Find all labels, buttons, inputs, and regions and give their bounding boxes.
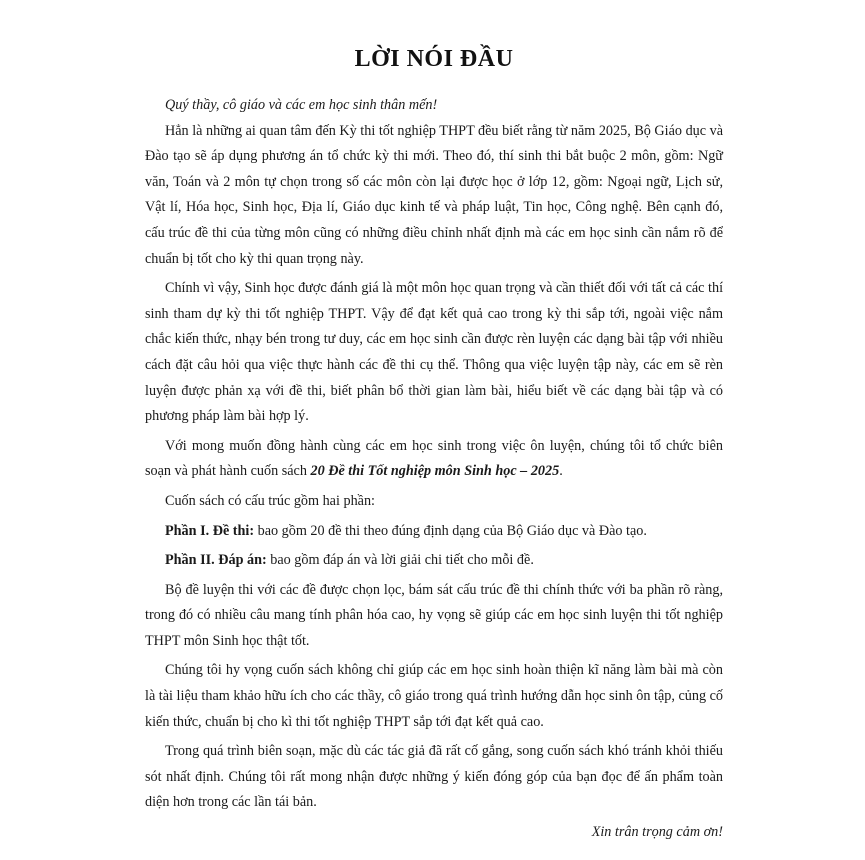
- part-1-label: Phần I. Đề thi:: [165, 522, 255, 539]
- paragraph-3-lead: Với mong muốn đồng hành cùng các em học sinh trong việc ôn luyện, chúng tôi tổ chức biên soạn và phát hành cuốn sách: [145, 437, 723, 480]
- greeting: Quý thầy, cô giáo và các em học sinh thân mến!: [165, 97, 438, 113]
- preface-page: [145, 40, 723, 846]
- paragraph-7: Trong quá trình biên soạn, mặc dù các tác giả đã rất cố gắng, song cuốn sách khó tránh khỏi thiếu sót nhất định. Chúng tôi rất mong nhận được những ý kiến đóng góp của bạn đọc để ấn phẩm toàn diện hơn trong các lần tái bản.: [145, 743, 723, 811]
- paragraph-4: Cuốn sách có cấu trúc gồm hai phần:: [165, 492, 375, 509]
- paragraph-2: Chính vì vậy, Sinh học được đánh giá là một môn học quan trọng và cần thiết đối với tất cả các thí sinh tham dự kỳ thi tốt nghiệp THPT. Vậy để đạt kết quả cao trong kỳ thi sắp tới, ngoài việc nắm chắc kiến thức, nhạy bén trong tư duy, các em học sinh cần được rèn luyện các dạng bài tập với nhiều cách đặt câu hỏi qua việc thực hành các đề thi cụ thể. Thông qua việc luyện tập này, các em sẽ rèn luyện được phản xạ với đề thi, biết phân bổ thời gian làm bài, hiểu biết về các dạng bài tập và có phương pháp làm bài hợp lý.: [145, 280, 724, 425]
- closing-line: Xin trân trọng cảm ơn!: [591, 824, 723, 841]
- part-1-text: bao gồm 20 đề thi theo đúng định dạng của Bộ Giáo dục và Đào tạo.: [254, 522, 647, 539]
- book-title: 20 Đề thi Tốt nghiệp môn Sinh học – 2025: [310, 463, 560, 480]
- paragraph-5: Bộ đề luyện thi với các đề được chọn lọc, bám sát cấu trúc đề thi chính thức với ba phần rõ ràng, trong đó có nhiều câu mang tính phân hóa cao, hy vọng sẽ giúp các em học sinh luyện thi tốt nghiệp THPT môn Sinh học thật tốt.: [145, 581, 723, 649]
- part-2-text: bao gồm đáp án và lời giải chi tiết cho mỗi đề.: [266, 552, 534, 569]
- paragraph-3: [145, 434, 723, 485]
- page-title: LỜI NÓI ĐẦU: [354, 46, 514, 72]
- part-2: [145, 548, 723, 574]
- part-2-label: Phần II. Đáp án:: [165, 552, 267, 569]
- paragraph-1: Hẳn là những ai quan tâm đến Kỳ thi tốt nghiệp THPT đều biết rằng từ năm 2025, Bộ Giáo dục và Đào tạo sẽ áp dụng phương án tổ chức kỳ thi mới. Theo đó, thí sinh thi bắt buộc 2 môn, gồm: Ngữ văn, Toán và 2 môn tự chọn trong số các môn còn lại được học ở lớp 12, gồm: Ngoại ngữ, Lịch sử, Vật lí, Hóa học, Sinh học, Địa lí, Giáo dục kinh tế và pháp luật, Tin học, Công nghệ. Bên cạnh đó, cấu trúc đề thi của từng môn cũng có những điều chỉnh nhất định mà các em học sinh cần nắm rõ để chuẩn bị tốt cho kỳ thi quan trọng này.: [145, 122, 723, 267]
- part-1: [145, 519, 723, 545]
- paragraph-3-end: .: [559, 463, 563, 480]
- paragraph-6: Chúng tôi hy vọng cuốn sách không chỉ giúp các em học sinh hoàn thiện kĩ năng làm bài mà còn là tài liệu tham khảo hữu ích cho các thầy, cô giáo trong quá trình hướng dẫn học sinh ôn tập, củng cố kiến thức, chuẩn bị cho kì thi tốt nghiệp THPT sắp tới đạt kết quả cao.: [145, 662, 723, 730]
